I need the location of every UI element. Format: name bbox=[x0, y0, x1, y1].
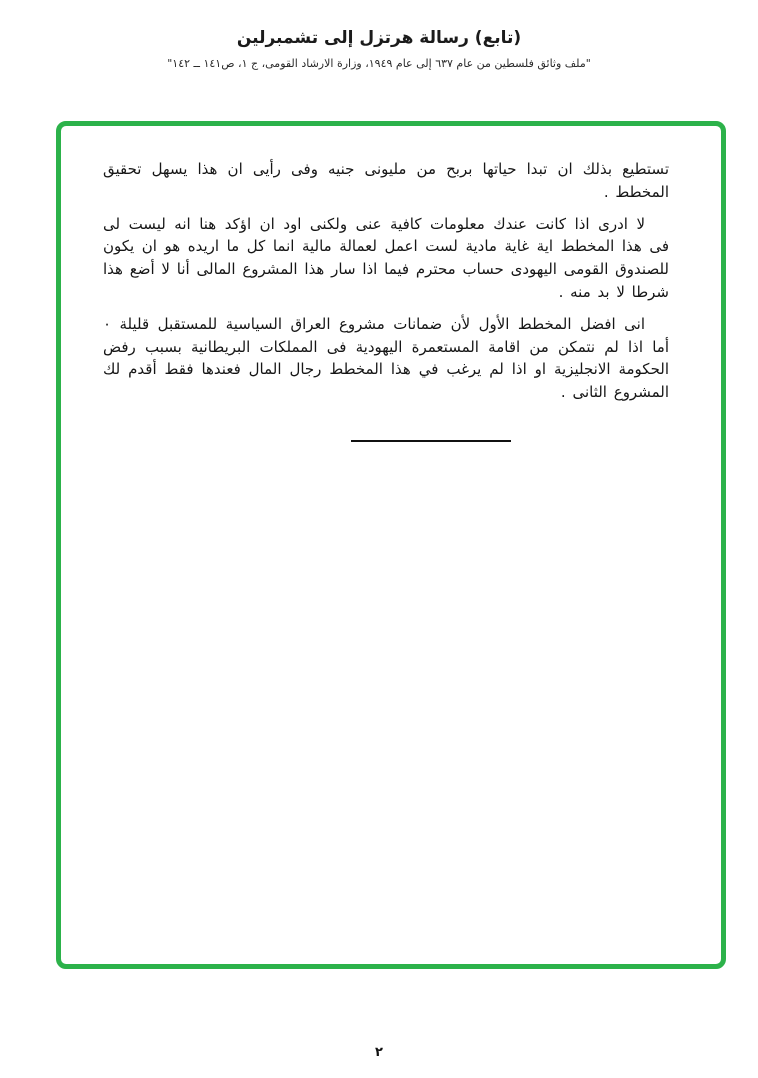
paragraph-1: تستطيع بذلك ان تبدا حياتها بربح من مليونى جنيه وفى رأيى ان هذا يسهل تحقيق المخطط . bbox=[103, 160, 669, 201]
page-header bbox=[0, 28, 758, 70]
paragraph-3: انى افضل المخطط الأول لأن ضمانات مشروع العراق السياسية للمستقبل قليلة ٠ أما اذا لم نتمكن من اقامة المستعمرة اليهودية فى المملكات البريطانية بسبب رفض الحكومة الانجليزية او اذا لم يرغب في هذا المخطط رجال المال فعندها فقط أقدم لك المشروع الثانى . bbox=[103, 314, 669, 402]
paragraph-2: لا ادرى اذا كانت عندك معلومات كافية عنى ولكنى اود ان اؤكد هنا انه ليست لى فى هذا المخطط اية غاية مادية لست اعمل لعمالة مالية انما كل ما اريده هو ان يكون للصندوق القومى اليهودى حساب محترم فيما اذا سار هذا المشروع المالى أنا لا أضع هذا شرطا لا بد منه . bbox=[103, 214, 669, 301]
source-citation: "ملف وثائق فلسطين من عام ٦٣٧ إلى عام ١٩٤٩، وزارة الارشاد القومى، ج ١، ص١٤١ ــ ١٤٢" bbox=[167, 57, 591, 70]
page-number: ٢ bbox=[375, 1045, 383, 1060]
document-title: (تابع) رسالة هرتزل إلى تشمبرلين bbox=[236, 28, 522, 48]
document-body bbox=[61, 126, 721, 442]
highlight-box bbox=[56, 121, 726, 969]
signature-divider bbox=[351, 440, 511, 442]
